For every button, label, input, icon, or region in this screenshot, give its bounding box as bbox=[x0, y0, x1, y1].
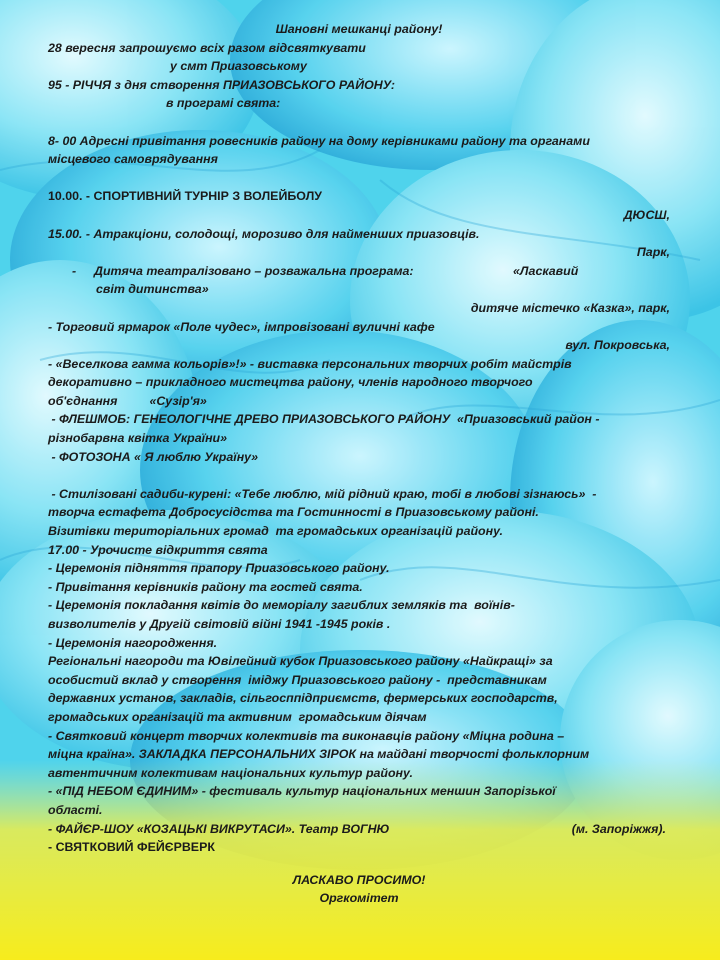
greetings-item-cont: місцевого самоврядування bbox=[48, 152, 218, 167]
concert-item-end: автентичним колективам національних культур району. bbox=[48, 765, 413, 780]
theater-title: «Ласкавий bbox=[513, 263, 579, 278]
awards-item: - Церемонія нагородження. bbox=[48, 635, 218, 650]
kurens-item: - Стилізовані садиби-курені: «Тебе люблю, мій рідний краю, тобі в любові зізнаюсь» - bbox=[48, 486, 597, 501]
kurens-item-end: Візитівки територіальних громад та громадських організацій району. bbox=[48, 524, 503, 539]
attractions-venue: Парк, bbox=[636, 245, 670, 260]
exhibit-item-cont: декоративно – прикладного мистецтва району, членів народного творчого bbox=[48, 375, 533, 390]
fair-venue: вул. Покровська, bbox=[565, 338, 670, 353]
theater-venue: дитяче містечко «Казка», парк, bbox=[470, 300, 670, 315]
regional-awards-cont: особистий вклад у створення іміджу Приазовського району - представникам bbox=[48, 672, 547, 687]
photozone-item: - ФОТОЗОНА « Я люблю Україну» bbox=[48, 449, 258, 464]
flowers-item-cont: визволителів у Другій світовій війні 1941 -1945 років . bbox=[48, 617, 391, 631]
volleyball-venue: ДЮСШ, bbox=[623, 207, 670, 222]
opening-item: 17.00 - Урочисте відкриття свята bbox=[48, 542, 268, 557]
concert-item: - Святковий концерт творчих колективів та виконавців району «Міцна родина – bbox=[48, 728, 565, 743]
guests-greeting-item: - Привітання керівників району та гостей свята. bbox=[48, 579, 363, 594]
greetings-item: 8- 00 Адресні привітання ровесників району на дому керівниками району та органами bbox=[48, 133, 590, 148]
flashmob-item-cont: різнобарвна квітка України» bbox=[48, 431, 228, 446]
flowers-item: - Церемонія покладання квітів до меморіалу загиблих земляків та воїнів- bbox=[48, 598, 515, 613]
regional-awards: Регіональні нагороди та Ювілейний кубок Приазовського району «Найкращі» за bbox=[48, 654, 553, 669]
attractions-item: 15.00. - Атракціони, солодощі, морозиво для найменших приазовців. bbox=[48, 226, 480, 241]
theater-name: Дитяча театралізовано – розважальна програма: bbox=[94, 263, 414, 278]
theater-bullet: - bbox=[72, 263, 77, 278]
regional-awards-end: громадських організацій та активним громадським діячам bbox=[48, 709, 427, 724]
exhibit-association: об'єднання bbox=[48, 393, 118, 408]
exhibit-item: - «Веселкова гамма кольорів»!» - виставка персональних творчих робіт майстрів bbox=[48, 356, 572, 371]
theater-title-cont: світ дитинства» bbox=[96, 282, 209, 297]
location: у смт Приазовському bbox=[170, 59, 307, 74]
welcome-text: ЛАСКАВО ПРОСИМО! bbox=[292, 872, 426, 887]
anniversary-title: 95 - РІЧЧЯ з дня створення ПРИАЗОВСЬКОГО РАЙОНУ: bbox=[48, 77, 395, 92]
fireworks-item: - СВЯТКОВИЙ ФЕЙЄРВЕРК bbox=[48, 840, 215, 855]
festival-item: - «ПІД НЕБОМ ЄДИНИМ» - фестиваль культур національних меншин Запорізької bbox=[48, 784, 556, 799]
fire-show-city: (м. Запоріжжя). bbox=[571, 821, 666, 836]
exhibit-association-name: «Сузір'я» bbox=[149, 393, 207, 408]
exhibit-item-end bbox=[48, 392, 670, 411]
theater-item bbox=[48, 262, 670, 281]
fire-show-row bbox=[48, 820, 670, 839]
kurens-item-cont: творча естафета Добросусідства та Гостинності в Приазовському районі. bbox=[48, 505, 539, 520]
signature: Оргкомітет bbox=[319, 891, 399, 906]
fair-item: - Торговий ярмарок «Поле чудес», імпровізовані вуличні кафе bbox=[48, 319, 435, 334]
fire-show-item: - ФАЙЄР-ШОУ «КОЗАЦЬКІ ВИКРУТАСИ». Театр ВОГНЮ bbox=[48, 821, 390, 836]
regional-awards-cont2: державних установ, закладів, сільгосппідприємств, фермерських господарств, bbox=[48, 691, 558, 706]
program-intro: в програмі свята: bbox=[166, 96, 281, 111]
flag-item: - Церемонія підняття прапору Приазовського району. bbox=[48, 561, 390, 576]
festival-item-cont: області. bbox=[48, 802, 103, 817]
invite-line: 28 вересня запрошуємо всіх разом відсвяткувати bbox=[48, 40, 366, 55]
greeting: Шановні мешканці району! bbox=[275, 22, 443, 36]
concert-item-cont: міцна країна». ЗАКЛАДКА ПЕРСОНАЛЬНИХ ЗІРОК на майдані творчості фольклорним bbox=[48, 747, 590, 762]
flashmob-item: - ФЛЕШМОБ: ГЕНЕОЛОГІЧНЕ ДРЕВО ПРИАЗОВСЬКОГО РАЙОНУ «Приазовський район - bbox=[48, 412, 600, 427]
volleyball-item: 10.00. - СПОРТИВНИЙ ТУРНІР З ВОЛЕЙБОЛУ bbox=[48, 189, 322, 204]
